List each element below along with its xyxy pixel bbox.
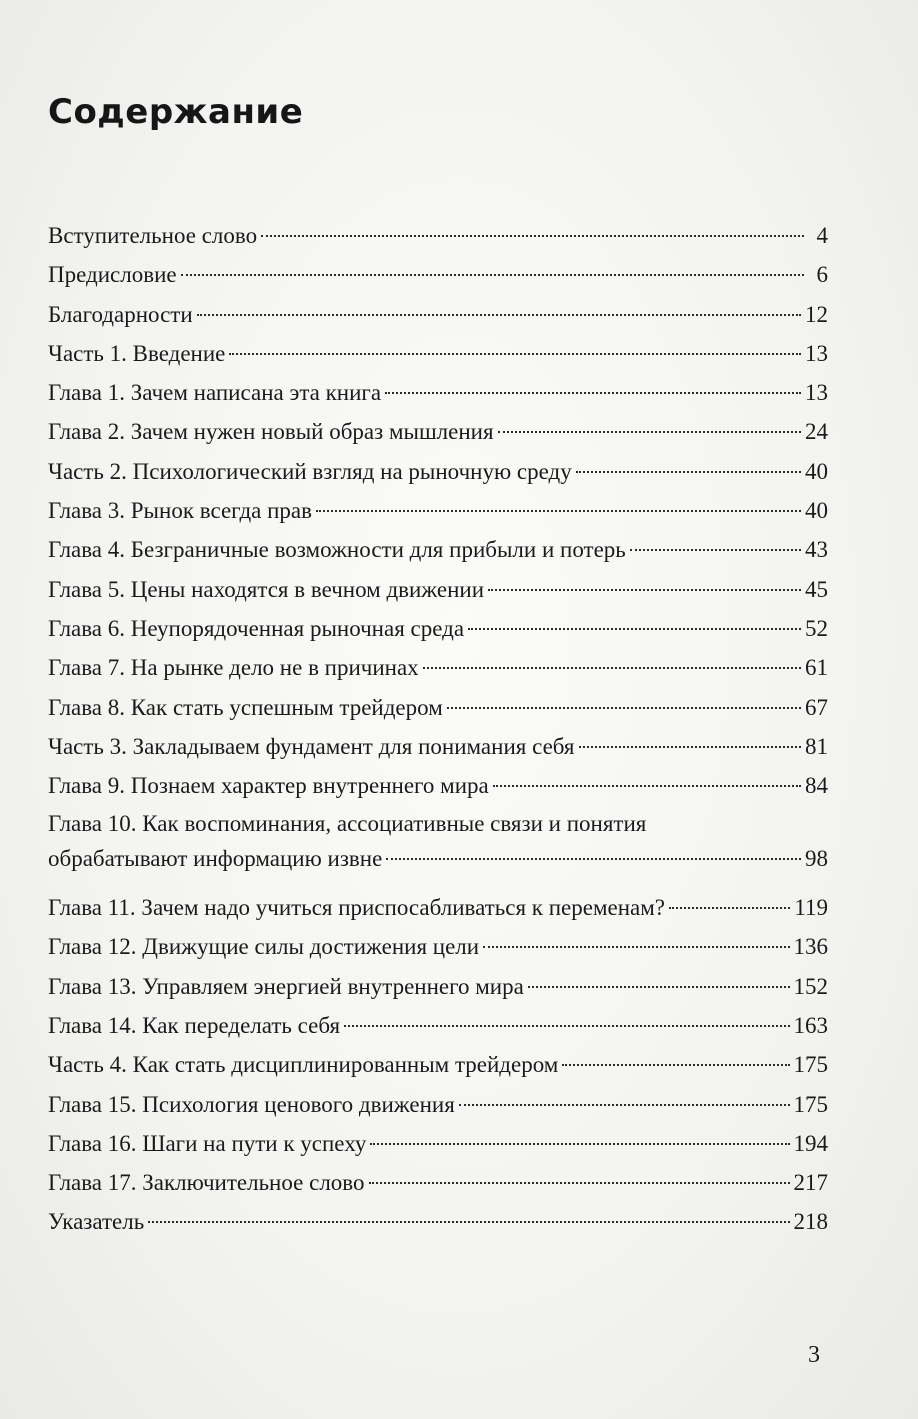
toc-entry-title: Глава 8. Как стать успешным трейдером [48,694,443,720]
toc-entry-title: Глава 13. Управляем энергией внутреннего мира [48,973,524,999]
toc-entry-page: 84 [805,773,828,799]
toc-entry-title: Глава 12. Движущие силы достижения цели [48,934,480,960]
toc-entry-title-continued: обрабатывают информацию извне [48,846,383,872]
toc-entry [48,452,828,491]
toc-entry-title: Глава 11. Зачем надо учиться приспосабливаться к переменам? [48,895,665,921]
dot-leader [447,707,801,709]
toc-entry-title: Глава 5. Цены находятся в вечном движении [48,576,485,602]
toc-entry-title: Предисловие [48,262,177,288]
dot-leader [423,667,801,669]
toc-entry [48,216,828,255]
dot-leader [229,353,801,355]
toc-entry [48,295,828,334]
toc-entry-page: 119 [794,895,828,921]
toc-entry-page: 163 [793,1012,828,1038]
toc-entry-page: 43 [805,537,828,563]
dot-leader [576,471,801,473]
toc-entry-page: 67 [805,694,828,720]
toc-entry-title: Глава 14. Как переделать себя [48,1012,341,1038]
dot-leader [344,1025,789,1027]
toc-entry [48,334,828,373]
dot-leader [370,1143,789,1145]
dot-leader [483,946,789,948]
toc-entry-title: Глава 4. Безграничные возможности для прибыли и потерь [48,537,626,563]
dot-leader [261,235,804,237]
toc-entry-page: 98 [805,846,828,872]
toc-entry-title: Благодарности [48,301,193,327]
toc-entry-title: Глава 1. Зачем написана эта книга [48,380,382,406]
toc-entry [48,1202,828,1241]
toc-entry [48,530,828,569]
toc-entry [48,412,828,451]
toc-entry-page: 40 [805,498,828,524]
toc-entry-title: Часть 1. Введение [48,340,226,366]
dot-leader [630,549,801,551]
dot-leader [316,510,801,512]
toc-entry [48,927,828,966]
dot-leader [528,986,790,988]
toc-entry-title: Часть 2. Психологический взгляд на рыночную среду [48,458,572,484]
toc-entry-title: Глава 16. Шаги на пути к успеху [48,1130,367,1156]
dot-leader [459,1104,790,1106]
dot-leader [148,1221,789,1223]
toc-entry-title: Часть 4. Как стать дисциплинированным трейдером [48,1052,559,1078]
dot-leader [197,314,801,316]
toc-entry-title: Глава 15. Психология ценового движения [48,1091,455,1117]
toc-entry [48,609,828,648]
toc-entry-page: 12 [805,301,828,327]
toc-entry [48,766,828,805]
toc-entry-page: 152 [793,973,828,999]
toc-entry-page: 175 [793,1052,828,1078]
toc-entry [48,570,828,609]
toc-entry-page: 45 [805,576,828,602]
dot-leader [181,274,804,276]
toc-entry [48,1085,828,1124]
toc-entry-title: Глава 3. Рынок всегда прав [48,498,312,524]
page-number: 3 [808,1342,820,1368]
toc-entry-page: 13 [805,340,828,366]
table-of-contents [48,216,828,1242]
toc-entry [48,967,828,1006]
toc-entry [48,1163,828,1202]
toc-entry-title: Глава 2. Зачем нужен новый образ мышления [48,419,494,445]
toc-entry [48,373,828,412]
toc-entry-title: Указатель [48,1209,145,1235]
toc-entry-page: 40 [805,458,828,484]
dot-leader [386,858,801,860]
toc-entry [48,809,828,888]
toc-entry-page: 81 [805,733,828,759]
dot-leader [369,1182,790,1184]
toc-entry [48,648,828,687]
toc-entry-page: 61 [805,655,828,681]
toc-entry-title: Глава 17. Заключительное слово [48,1170,365,1196]
toc-entry-page: 4 [816,223,828,248]
toc-entry-title: Глава 9. Познаем характер внутреннего мира [48,773,489,799]
dot-leader [493,785,801,787]
toc-entry [48,1006,828,1045]
toc-entry-page: 217 [793,1170,828,1196]
dot-leader [385,392,801,394]
page-title: Содержание [48,92,304,132]
toc-entry-page: 136 [793,934,828,960]
toc-entry [48,727,828,766]
toc-entry-title: Глава 7. На рынке дело не в причинах [48,655,419,681]
toc-entry-title: Глава 6. Неупорядоченная рыночная среда [48,615,465,641]
toc-entry-title: Вступительное слово [48,223,258,248]
toc-entry-page: 6 [816,262,828,288]
toc-entry [48,1124,828,1163]
dot-leader [488,589,801,591]
dot-leader [669,907,790,909]
toc-entry-line [48,839,828,878]
toc-entry [48,888,828,927]
toc-entry-title: Часть 3. Закладываем фундамент для понимания себя [48,733,575,759]
toc-entry-page: 218 [793,1209,828,1235]
toc-entry-page: 175 [793,1091,828,1117]
toc-entry-page: 194 [793,1130,828,1156]
toc-entry [48,1045,828,1084]
dot-leader [579,746,802,748]
toc-entry [48,255,828,294]
toc-entry-page: 52 [805,615,828,641]
dot-leader [498,431,801,433]
toc-entry [48,491,828,530]
toc-entry [48,688,828,727]
dot-leader [468,628,801,630]
toc-entry-title: Глава 10. Как воспоминания, ассоциативные связи и понятия [48,811,647,837]
toc-entry-page: 24 [805,419,828,445]
dot-leader [562,1064,789,1066]
toc-entry-page: 13 [805,380,828,406]
